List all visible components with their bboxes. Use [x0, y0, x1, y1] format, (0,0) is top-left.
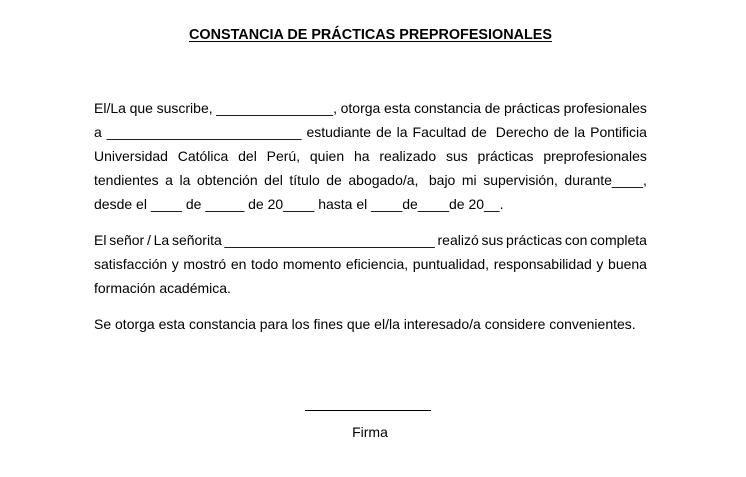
paragraph-performance: [94, 228, 647, 300]
word: suscribe,: [156, 100, 213, 116]
word: El/La: [94, 100, 126, 116]
paragraph-supervision: [94, 96, 647, 216]
word: mi: [461, 172, 477, 188]
paragraph-line: [94, 120, 647, 144]
word: completa: [590, 232, 647, 248]
word: _______________,: [216, 100, 337, 116]
word: de: [376, 124, 392, 140]
paragraph-line-last: desde el ____ de _____ de 20____ hasta el ____de____de 20__.: [94, 196, 504, 212]
word: quien: [309, 148, 345, 164]
word: que: [129, 100, 153, 116]
word: la: [396, 124, 408, 140]
paragraph-line: [94, 144, 647, 168]
word: _________________________: [106, 124, 302, 140]
word: Universidad: [94, 148, 168, 164]
word: otorga: [340, 100, 381, 116]
word: constancia: [414, 100, 482, 116]
word: la: [574, 124, 586, 140]
paragraph-line: [94, 252, 647, 276]
word: prácticas: [477, 148, 534, 164]
word: señor: [109, 232, 145, 248]
word: buena: [608, 256, 647, 272]
word: realizó: [437, 232, 479, 248]
word: Perú,: [266, 148, 301, 164]
word: tendientes: [94, 172, 159, 188]
word: La: [153, 232, 170, 248]
word: del: [264, 172, 283, 188]
word: El: [94, 232, 107, 248]
paragraph-purpose: [94, 312, 647, 336]
word: Derecho: [491, 124, 549, 140]
word: preprofesionales: [543, 148, 647, 164]
word: a: [94, 124, 102, 140]
word: obtención: [196, 172, 258, 188]
word: de: [484, 100, 501, 116]
word: mostró: [183, 256, 227, 272]
signature-label: Firma: [352, 424, 388, 440]
word: en: [230, 256, 247, 272]
word: abogado/a,: [348, 172, 419, 188]
word: de: [471, 124, 487, 140]
word: la: [179, 172, 191, 188]
word: todo: [251, 256, 279, 272]
word: satisfacción: [94, 256, 168, 272]
word: señorita: [171, 232, 222, 248]
word: bajo: [424, 172, 456, 188]
document-title: CONSTANCIA DE PRÁCTICAS PREPROFESIONALES: [189, 27, 552, 43]
word: supervisión,: [483, 172, 558, 188]
word: prácticas: [503, 100, 560, 116]
word: responsabilidad: [493, 256, 592, 272]
word: con: [564, 232, 588, 248]
paragraph-line: [94, 228, 647, 252]
paragraph-line: [94, 96, 647, 120]
word: ___________________________: [224, 232, 435, 248]
paragraph-line-last: Se otorga esta constancia para los fines que el/la interesado/a considere convenientes.: [94, 316, 636, 332]
word: momento: [282, 256, 342, 272]
word: Facultad: [412, 124, 467, 140]
word: durante____,: [564, 172, 647, 188]
word: puntualidad,: [412, 256, 490, 272]
word: prácticas: [506, 232, 563, 248]
word: esta: [383, 100, 411, 116]
word: de: [553, 124, 570, 140]
word: estudiante: [306, 124, 372, 140]
word: del: [238, 148, 257, 164]
word: eficiencia,: [345, 256, 409, 272]
word: y: [596, 256, 604, 272]
paragraph-line-last: formación académica.: [94, 280, 231, 296]
word: a: [165, 172, 173, 188]
word: Pontificia: [590, 124, 647, 140]
paragraph-line: [94, 168, 647, 192]
word: título: [289, 172, 320, 188]
word: profesionales: [563, 100, 647, 116]
word: /: [146, 232, 151, 248]
word: realizado: [379, 148, 437, 164]
word: Católica: [177, 148, 229, 164]
word: ha: [353, 148, 370, 164]
word: de: [326, 172, 342, 188]
word: y: [171, 256, 179, 272]
signature-line: [305, 410, 431, 411]
word: sus: [445, 148, 468, 164]
word: sus: [481, 232, 504, 248]
